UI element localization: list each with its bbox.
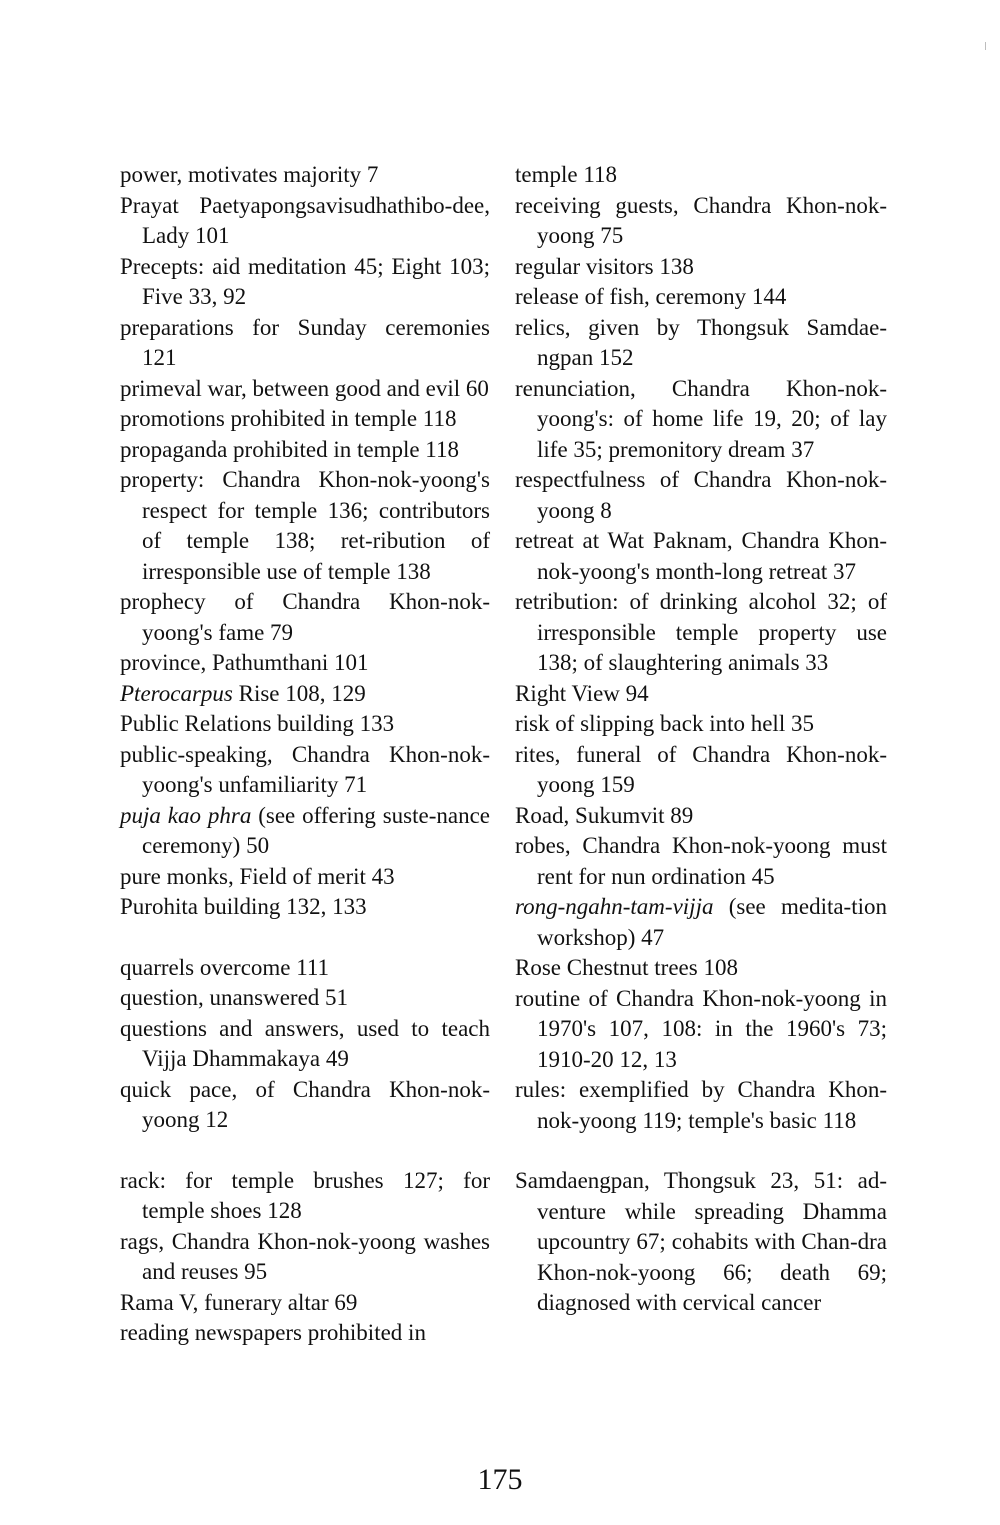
index-entry-text: rags, Chandra Khon-nok-yoong washes and reuses 95 xyxy=(120,1228,490,1284)
index-entry-text: Rama V, funerary altar 69 xyxy=(120,1289,358,1315)
index-entry-text: reading newspapers prohibited in xyxy=(120,1320,426,1345)
index-entry-text: question, unanswered 51 xyxy=(120,985,349,1010)
index-entry xyxy=(120,1014,490,1075)
index-entry-text: prophecy of Chandra Khon-nok-yoong's fame 79 xyxy=(120,589,490,645)
index-entry-text: routine of Chandra Khon-nok-yoong in 1970's 107, 108: in the 1960's 73; 1910-20 12, 13 xyxy=(515,985,887,1072)
index-entry xyxy=(515,801,887,832)
index-entry xyxy=(515,465,887,526)
index-entry xyxy=(120,1075,490,1136)
index-entry-text: retreat at Wat Paknam, Chandra Khon-nok-yoong's month-long retreat 37 xyxy=(515,528,887,584)
index-entry-text: power, motivates majority 7 xyxy=(120,162,379,187)
index-column-left xyxy=(120,160,490,1349)
index-entry xyxy=(120,1318,490,1349)
index-column-right xyxy=(515,160,887,1319)
index-entry xyxy=(515,679,887,710)
index-entry-text: quarrels overcome 111 xyxy=(120,954,330,980)
index-entry xyxy=(120,1166,490,1227)
index-entry xyxy=(120,709,490,740)
index-entry xyxy=(120,374,490,405)
index-entry xyxy=(120,587,490,648)
index-entry xyxy=(515,282,887,313)
index-entry-text: quick pace, of Chandra Khon-nok-yoong 12 xyxy=(120,1076,490,1132)
index-entry-text: relics, given by Thongsuk Samdae-ngpan 152 xyxy=(515,314,887,370)
index-entry-text: Public Relations building 133 xyxy=(120,711,395,736)
index-entry-text: regular visitors 138 xyxy=(515,253,694,279)
index-entry xyxy=(120,435,490,466)
index-entry-text: Precepts: aid meditation 45; Eight 103; Five 33, 92 xyxy=(120,253,490,309)
index-entry-text: (see medita-tion workshop) 47 xyxy=(537,894,887,950)
index-entry-text: receiving guests, Chandra Khon-nok-yoong 75 xyxy=(515,192,887,248)
index-entry xyxy=(515,160,887,191)
index-entry xyxy=(120,679,490,710)
index-entry xyxy=(515,1075,887,1136)
index-entry-text: robes, Chandra Khon-nok-yoong must rent for nun ordination 45 xyxy=(515,833,887,889)
index-entry-text: propaganda prohibited in temple 118 xyxy=(120,436,459,462)
index-entry xyxy=(515,740,887,801)
index-entry-text: Purohita building 132, 133 xyxy=(120,894,367,919)
index-entry xyxy=(120,465,490,587)
index-entry xyxy=(120,1288,490,1319)
index-entry xyxy=(120,404,490,435)
index-entry xyxy=(515,252,887,283)
index-entry xyxy=(515,587,887,679)
index-entry-text: public-speaking, Chandra Khon-nok-yoong's unfamiliarity 71 xyxy=(120,741,490,797)
index-entry-text: province, Pathumthani 101 xyxy=(120,650,369,675)
index-entry-text: rites, funeral of Chandra Khon-nok-yoong 159 xyxy=(515,741,887,797)
index-entry xyxy=(120,983,490,1014)
index-entry xyxy=(120,648,490,679)
index-entry xyxy=(515,191,887,252)
index-entry xyxy=(515,313,887,374)
index-entry-italic-text: puja kao phra xyxy=(120,802,252,828)
index-entry xyxy=(515,892,887,953)
index-entry xyxy=(120,801,490,862)
index-entry xyxy=(515,709,887,740)
index-entry-text: Road, Sukumvit 89 xyxy=(515,802,694,828)
index-entry-text: preparations for Sunday ceremonies 121 xyxy=(120,314,490,370)
index-entry-text: retribution: of drinking alcohol 32; of irresponsible temple property use 138; of slaughtering animals 33 xyxy=(515,589,887,675)
index-entry-text: Samdaengpan, Thongsuk 23, 51: ad-venture while spreading Dhamma upcountry 67; cohabits with Chan-dra Khon-nok-yoong 66; death 69; diagnosed with cervical cancer xyxy=(515,1168,887,1315)
index-entry xyxy=(515,374,887,466)
index-entry-text: rules: exemplified by Chandra Khon-nok-yoong 119; temple's basic 118 xyxy=(515,1077,887,1133)
index-entry-text: questions and answers, used to teach Vijja Dhammakaya 49 xyxy=(120,1015,490,1071)
index-entry xyxy=(120,191,490,252)
index-entry-text: Rose Chestnut trees 108 xyxy=(515,955,738,980)
index-entry xyxy=(515,831,887,892)
index-entry xyxy=(120,313,490,374)
index-entry-text: (see offering suste-nance ceremony) 50 xyxy=(142,802,490,858)
index-entry xyxy=(515,1166,887,1319)
index-entry xyxy=(120,740,490,801)
index-entry-text: respectfulness of Chandra Khon-nok-yoong 8 xyxy=(515,467,887,523)
scan-mark xyxy=(985,42,986,50)
index-entry xyxy=(120,1227,490,1288)
index-entry-text: property: Chandra Khon-nok-yoong's respect for temple 136; contributors of temple 138; ret-ribution of irresponsible use of temple 138 xyxy=(120,467,490,584)
index-entry-text: release of fish, ceremony 144 xyxy=(515,284,787,309)
index-entry-text: primeval war, between good and evil 60 xyxy=(120,375,489,401)
index-entry xyxy=(120,892,490,923)
index-entry xyxy=(515,526,887,587)
page-number: 175 xyxy=(477,1463,523,1496)
index-entry-text: pure monks, Field of merit 43 xyxy=(120,863,395,889)
index-entry xyxy=(515,984,887,1076)
index-entry-text: renunciation, Chandra Khon-nok-yoong's: of home life 19, 20; of lay life 35; premonitory dream 37 xyxy=(515,375,887,462)
index-entry-text: Rise 108, 129 xyxy=(232,680,366,706)
index-entry xyxy=(120,862,490,893)
index-entry-text: promotions prohibited in temple 118 xyxy=(120,406,457,431)
index-entry xyxy=(120,252,490,313)
index-entry-italic-text: rong-ngahn-tam-vijja xyxy=(515,894,714,919)
index-entry-text: Prayat Paetyapongsavisudhathibo-dee, Lady 101 xyxy=(120,192,490,248)
index-entry-italic-text: Pterocarpus xyxy=(120,680,233,706)
index-entry xyxy=(120,160,490,191)
index-entry-text: Right View 94 xyxy=(515,680,649,706)
index-entry-text: temple 118 xyxy=(515,162,617,187)
index-entry-text: rack: for temple brushes 127; for temple shoes 128 xyxy=(120,1167,490,1223)
index-entry xyxy=(515,953,887,984)
index-entry xyxy=(120,953,490,984)
index-entry-text: risk of slipping back into hell 35 xyxy=(515,711,814,736)
